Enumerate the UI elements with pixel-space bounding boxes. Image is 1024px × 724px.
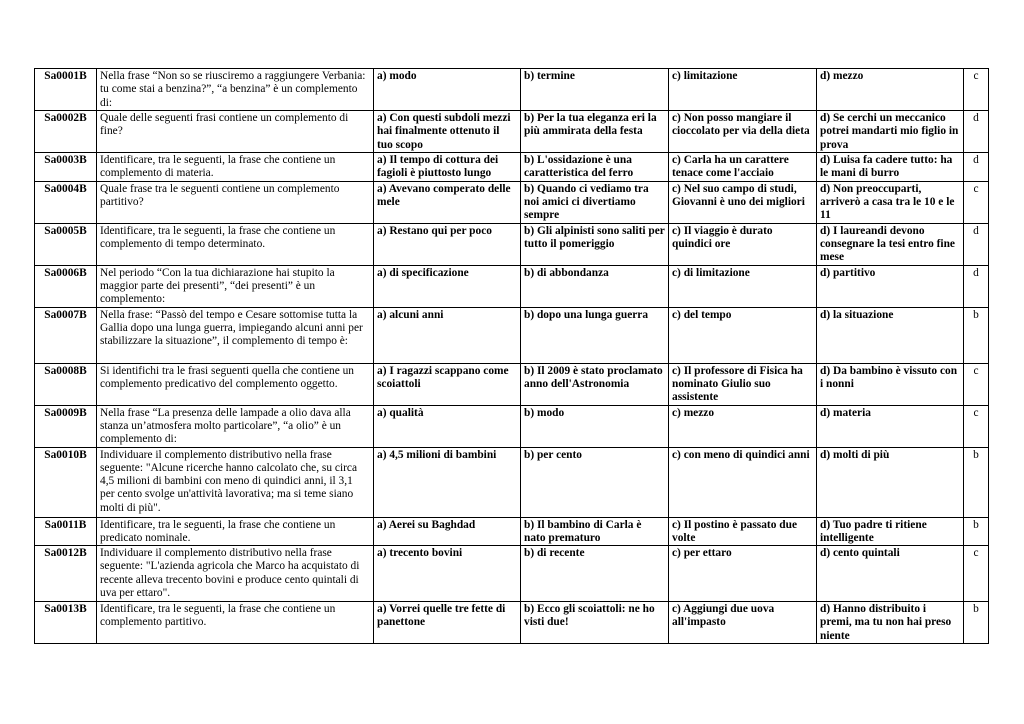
correct-answer: d xyxy=(964,153,989,182)
option-b: b) modo xyxy=(521,405,669,447)
option-a: a) di specificazione xyxy=(374,265,521,307)
option-b: b) termine xyxy=(521,69,669,111)
table-row xyxy=(35,546,989,602)
question-code: Sa0003B xyxy=(35,153,97,182)
correct-answer: c xyxy=(964,181,989,223)
question-text: Individuare il complemento distributivo nella frase seguente: "L'azienda agricola che Marco ha acquistato di recente alleva trecento bovini e produce cento quintali di uva per ettaro". xyxy=(97,546,374,602)
option-d: d) Da bambino è vissuto con i nonni xyxy=(817,363,964,405)
option-c: c) mezzo xyxy=(669,405,817,447)
correct-answer: d xyxy=(964,223,989,265)
option-d: d) Luisa fa cadere tutto: ha le mani di burro xyxy=(817,153,964,182)
question-text: Identificare, tra le seguenti, la frase che contiene un complemento partitivo. xyxy=(97,602,374,644)
option-d: d) Non preoccuparti, arriverò a casa tra le 10 e le 11 xyxy=(817,181,964,223)
option-c: c) per ettaro xyxy=(669,546,817,602)
option-b: b) per cento xyxy=(521,447,669,517)
option-b: b) di recente xyxy=(521,546,669,602)
option-c: c) Il professore di Fisica ha nominato Giulio suo assistente xyxy=(669,363,817,405)
question-code: Sa0006B xyxy=(35,265,97,307)
correct-answer: c xyxy=(964,69,989,111)
table-row xyxy=(35,405,989,447)
option-c: c) Nel suo campo di studi, Giovanni è uno dei migliori xyxy=(669,181,817,223)
option-d: d) materia xyxy=(817,405,964,447)
question-code: Sa0010B xyxy=(35,447,97,517)
option-b: b) Il 2009 è stato proclamato anno dell'Astronomia xyxy=(521,363,669,405)
option-d: d) Se cerchi un meccanico potrei mandarti mio figlio in prova xyxy=(817,111,964,153)
question-code: Sa0005B xyxy=(35,223,97,265)
correct-answer: b xyxy=(964,447,989,517)
correct-answer: c xyxy=(964,546,989,602)
option-a: a) modo xyxy=(374,69,521,111)
option-c: c) Il postino è passato due volte xyxy=(669,517,817,546)
table-row xyxy=(35,153,989,182)
option-b: b) L'ossidazione è una caratteristica del ferro xyxy=(521,153,669,182)
correct-answer: b xyxy=(964,602,989,644)
option-a: a) Con questi subdoli mezzi hai finalmente ottenuto il tuo scopo xyxy=(374,111,521,153)
option-a: a) Restano qui per poco xyxy=(374,223,521,265)
question-code: Sa0009B xyxy=(35,405,97,447)
option-d: d) Hanno distribuito i premi, ma tu non hai preso niente xyxy=(817,602,964,644)
table-row xyxy=(35,111,989,153)
correct-answer: b xyxy=(964,307,989,363)
option-a: a) Il tempo di cottura dei fagioli è piuttosto lungo xyxy=(374,153,521,182)
correct-answer: b xyxy=(964,517,989,546)
option-a: a) I ragazzi scappano come scoiattoli xyxy=(374,363,521,405)
question-text: Identificare, tra le seguenti, la frase che contiene un complemento di tempo determinato. xyxy=(97,223,374,265)
table-row xyxy=(35,447,989,517)
question-code: Sa0012B xyxy=(35,546,97,602)
question-text: Nella frase “La presenza delle lampade a olio dava alla stanza un’atmosfera molto particolare”, “a olio” è un complemento di: xyxy=(97,405,374,447)
option-d: d) molti di più xyxy=(817,447,964,517)
correct-answer: c xyxy=(964,363,989,405)
question-text: Si identifichi tra le frasi seguenti quella che contiene un complemento predicativo del complemento oggetto. xyxy=(97,363,374,405)
option-c: c) Carla ha un carattere tenace come l'acciaio xyxy=(669,153,817,182)
option-a: a) Avevano comperato delle mele xyxy=(374,181,521,223)
option-c: c) con meno di quindici anni xyxy=(669,447,817,517)
question-text: Quale delle seguenti frasi contiene un complemento di fine? xyxy=(97,111,374,153)
table-row xyxy=(35,265,989,307)
option-a: a) Aerei su Baghdad xyxy=(374,517,521,546)
question-text: Identificare, tra le seguenti, la frase che contiene un predicato nominale. xyxy=(97,517,374,546)
question-code: Sa0002B xyxy=(35,111,97,153)
option-a: a) alcuni anni xyxy=(374,307,521,363)
option-b: b) Il bambino di Carla è nato prematuro xyxy=(521,517,669,546)
option-c: c) del tempo xyxy=(669,307,817,363)
option-c: c) Il viaggio è durato quindici ore xyxy=(669,223,817,265)
option-d: d) I laureandi devono consegnare la tesi entro fine mese xyxy=(817,223,964,265)
correct-answer: d xyxy=(964,111,989,153)
question-text: Identificare, tra le seguenti, la frase che contiene un complemento di materia. xyxy=(97,153,374,182)
option-d: d) partitivo xyxy=(817,265,964,307)
option-a: a) qualità xyxy=(374,405,521,447)
question-code: Sa0011B xyxy=(35,517,97,546)
table-row xyxy=(35,69,989,111)
question-code: Sa0013B xyxy=(35,602,97,644)
option-b: b) Gli alpinisti sono saliti per tutto il pomeriggio xyxy=(521,223,669,265)
question-text: Quale frase tra le seguenti contiene un complemento partitivo? xyxy=(97,181,374,223)
table-row xyxy=(35,517,989,546)
question-text: Individuare il complemento distributivo nella frase seguente: "Alcune ricerche hanno calcolato che, su circa 4,5 milioni di bambini con meno di quindici anni, il 3,1 per cento svolge un'attività lavorativa; ma si teme siano molti di più". xyxy=(97,447,374,517)
correct-answer: d xyxy=(964,265,989,307)
table-row xyxy=(35,307,989,363)
question-code: Sa0004B xyxy=(35,181,97,223)
option-b: b) dopo una lunga guerra xyxy=(521,307,669,363)
option-d: d) mezzo xyxy=(817,69,964,111)
option-d: d) la situazione xyxy=(817,307,964,363)
option-b: b) Quando ci vediamo tra noi amici ci divertiamo sempre xyxy=(521,181,669,223)
question-code: Sa0001B xyxy=(35,69,97,111)
option-c: c) Aggiungi due uova all'impasto xyxy=(669,602,817,644)
option-c: c) Non posso mangiare il cioccolato per via della dieta xyxy=(669,111,817,153)
option-a: a) Vorrei quelle tre fette di panettone xyxy=(374,602,521,644)
option-a: a) trecento bovini xyxy=(374,546,521,602)
option-b: b) Per la tua eleganza eri la più ammirata della festa xyxy=(521,111,669,153)
table-row xyxy=(35,223,989,265)
option-d: d) Tuo padre ti ritiene intelligente xyxy=(817,517,964,546)
table-row xyxy=(35,181,989,223)
correct-answer: c xyxy=(964,405,989,447)
option-b: b) Ecco gli scoiattoli: ne ho visti due! xyxy=(521,602,669,644)
option-c: c) di limitazione xyxy=(669,265,817,307)
question-code: Sa0008B xyxy=(35,363,97,405)
table-row xyxy=(35,363,989,405)
question-text: Nella frase: “Passò del tempo e Cesare sottomise tutta la Gallia dopo una lunga guerra, impiegando alcuni anni per stabilizzare la situazione”, il complemento di tempo è: xyxy=(97,307,374,363)
option-a: a) 4,5 milioni di bambini xyxy=(374,447,521,517)
table-row xyxy=(35,602,989,644)
option-b: b) di abbondanza xyxy=(521,265,669,307)
question-code: Sa0007B xyxy=(35,307,97,363)
option-c: c) limitazione xyxy=(669,69,817,111)
quiz-table xyxy=(34,68,989,644)
option-d: d) cento quintali xyxy=(817,546,964,602)
question-text: Nel periodo “Con la tua dichiarazione hai stupito la maggior parte dei presenti”, “dei presenti” è un complemento: xyxy=(97,265,374,307)
question-text: Nella frase “Non so se riusciremo a raggiungere Verbania: tu come stai a benzina?”, “a benzina” è un complemento di: xyxy=(97,69,374,111)
